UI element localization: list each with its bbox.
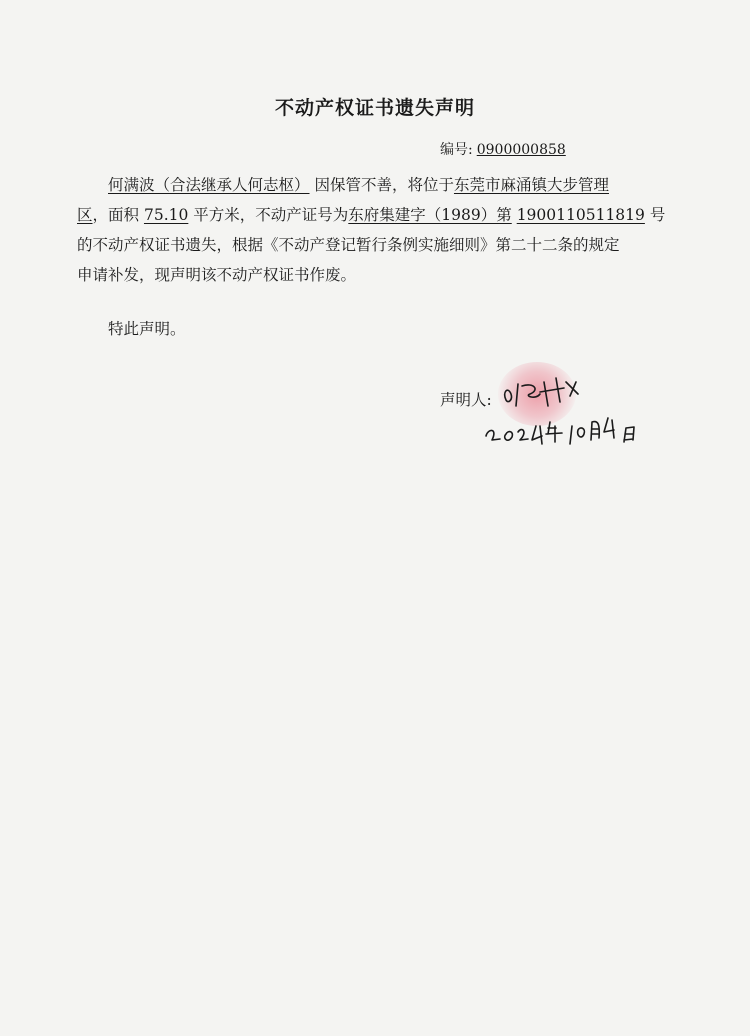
declarant-label: 声明人: bbox=[440, 391, 492, 409]
property-area: 75.10 bbox=[143, 206, 189, 224]
body-text: 号 bbox=[649, 206, 666, 224]
property-location-end: 区 bbox=[77, 206, 93, 224]
certificate-prefix: 东府集建字（1989）第 bbox=[348, 206, 512, 224]
body-line-4: 申请补发，现声明该不动产权证书作废。 bbox=[77, 266, 357, 284]
body-line-3: 的不动产权证书遗失，根据《不动产登记暂行条例实施细则》第二十二条的规定 bbox=[77, 236, 620, 254]
page-title: 不动产权证书遗失声明 bbox=[274, 97, 475, 119]
body-text: 平方米，不动产证号为 bbox=[193, 206, 349, 224]
closing-statement: 特此声明。 bbox=[108, 320, 186, 338]
body-line-1 bbox=[77, 170, 692, 200]
number-label: 编号: bbox=[440, 142, 473, 158]
body-line-2 bbox=[77, 200, 692, 230]
document-number bbox=[440, 139, 566, 159]
number-value: 0900000858 bbox=[476, 142, 566, 158]
signature-area bbox=[478, 360, 658, 460]
handwritten-signature-icon bbox=[478, 360, 658, 460]
body-text: 因保管不善，将位于 bbox=[314, 176, 454, 194]
body-text: ，面积 bbox=[92, 206, 140, 224]
declarant-name: 何满波（合法继承人何志枢） bbox=[108, 176, 310, 194]
body-paragraph bbox=[77, 170, 692, 290]
certificate-number: 1900110511819 bbox=[516, 206, 645, 224]
property-location: 东莞市麻涌镇大步管理 bbox=[453, 176, 609, 194]
